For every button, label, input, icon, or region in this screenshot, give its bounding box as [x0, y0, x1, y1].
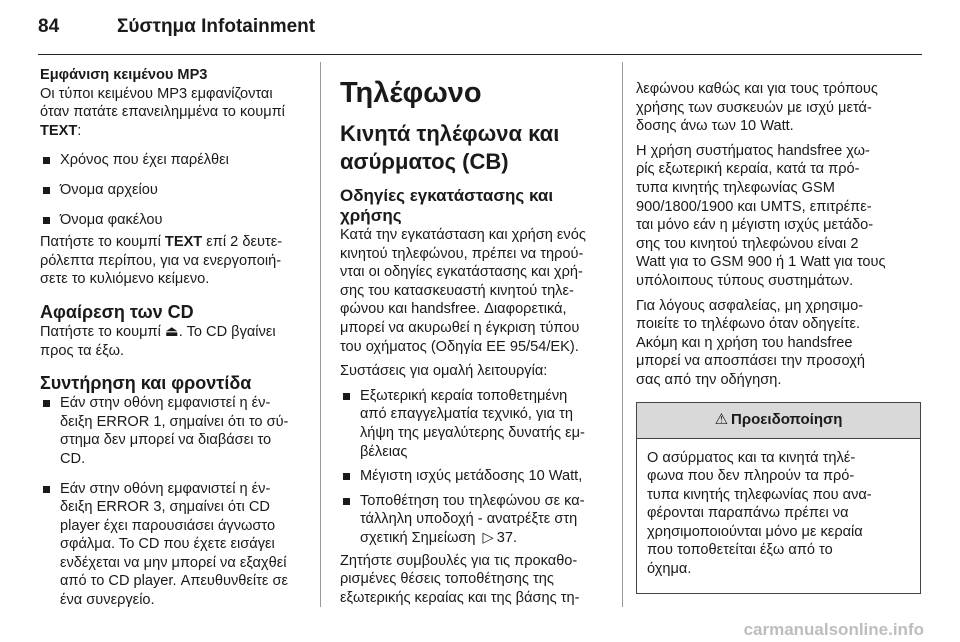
care-b1-line: Εάν στην οθόνη εμφανιστεί η έν- [60, 395, 271, 412]
column-divider-1 [320, 62, 321, 607]
warning-header [637, 403, 920, 439]
paragraph-line: υπόλοιπους τύπους συστημάτων. [636, 272, 854, 289]
paragraph-line: Watt για το GSM 900 ή 1 Watt για τους [636, 254, 886, 271]
mp3-bullet-1: Χρόνος που έχει παρέλθει [40, 151, 305, 170]
care-b2-line: δειξη ERROR 3, σημαίνει ότι CD [60, 499, 270, 516]
remove-part-b: . Το CD βγαίνει [178, 323, 276, 340]
paragraph-line: 900/1800/1900 και UMTS, επιτρέπε- [636, 198, 872, 215]
reco-b1-line: Εξωτερική κεραία τοποθετημένη [360, 387, 568, 404]
install-line: του οχήματος (Οδηγία ΕΕ 95/54/ΕΚ). [340, 338, 579, 355]
mobile-subtitle-line-1: Κινητά τηλέφωνα και [340, 121, 560, 146]
care-b2-line: player έχει παρουσιάσει άγνωστο [60, 517, 276, 534]
mp3-heading: Εμφάνιση κειμένου MP3 [40, 67, 208, 83]
page-reference-arrow-icon: ▷ [482, 529, 494, 546]
mp3-line-3 [40, 122, 305, 141]
warning-label: Προειδοποίηση [731, 410, 843, 428]
install-line: Κατά την εγκατάσταση και χρήση ενός [340, 227, 586, 243]
press-text-line-3: σετε το κυλιόμενο κείμενο. [40, 271, 210, 288]
paragraph-line: Για λόγους ασφαλείας, μη χρησιμο- [636, 297, 864, 314]
warning-line: χρησιμοποιούνται μόνο με κεραία [647, 523, 863, 540]
paragraph-line: ται μόνο εάν η μέγιστη ισχύς μετάδο- [636, 217, 874, 234]
advice-line: Ζητήστε συμβουλές για τις προκαθο- [340, 552, 578, 569]
warning-line: Ο ασύρματος και τα κινητά τηλέ- [647, 449, 856, 466]
recommendations-line: Συστάσεις για ομαλή λειτουργία: [340, 363, 548, 380]
mp3-bullet-3: Όνομα φακέλου [40, 211, 305, 230]
paragraph-line: τυπα κινητής τηλεφωνίας GSM [636, 179, 835, 196]
paragraph-line: δοσης άνω των 10 Watt. [636, 118, 794, 135]
header-rule [38, 54, 922, 55]
warning-box [636, 402, 921, 594]
reference-text: σχετική Σημείωση [360, 529, 480, 546]
warning-body [637, 439, 920, 593]
paragraph-line: χρήσης των συσκευών με ισχύ μετά- [636, 99, 872, 116]
eject-icon: ⏏ [164, 323, 179, 340]
paragraph-line: σης του κινητού τηλεφώνου είναι 2 [636, 235, 859, 252]
warning-line: τυπα κινητής τηλεφωνίας που ανα- [647, 486, 872, 503]
colon: : [77, 122, 82, 139]
warning-line: φέρονται παραπάνω πρέπει να [647, 505, 849, 522]
warning-icon: ⚠ [714, 410, 729, 428]
paragraph-line: ρίς εξωτερική κεραία, κατά τα πρό- [636, 161, 860, 178]
press-text-line-1 [40, 233, 305, 252]
care-bullet-1 [40, 394, 305, 468]
reco-b3-line: τάλληλη υποδοχή - ανατρέξτε στη [360, 511, 578, 528]
reco-b1-line: βέλειας [360, 443, 408, 460]
mp3-line-2: όταν πατάτε επανειλημμένα το κουμπί [40, 104, 285, 121]
install-line: σης του κατασκευαστή κινητού τηλε- [340, 282, 574, 299]
install-heading-line-2: χρήσης [340, 206, 402, 225]
warning-line: φωνα που δεν πληρούν τα πρό- [647, 468, 855, 485]
paragraph-line: σας από την οδήγηση. [636, 371, 782, 388]
column-1 [40, 66, 305, 610]
care-b1-line: στημα δεν μπορεί να διαβάσει το [60, 432, 272, 449]
press-text-part-a: Πατήστε το κουμπί [40, 234, 165, 251]
column-3 [636, 80, 921, 594]
care-bullet-2 [40, 480, 305, 610]
install-line: μπορεί να ακυρωθεί η έγκριση τύπου [340, 319, 580, 336]
care-b2-line: ένα συνεργείο. [60, 592, 155, 609]
care-b1-line: δειξη ERROR 1, σημαίνει ότι το σύ- [60, 413, 289, 430]
reco-b1-line: από επαγγελματία τεχνικό, για τη [360, 406, 573, 423]
text-key-label-2: TEXT [164, 234, 203, 251]
paragraph-line: Ακόμη και η χρήση του handsfree [636, 334, 853, 351]
page-header [0, 0, 960, 56]
chapter-title: Σύστημα Infotainment [117, 16, 316, 37]
reco-b1-line: λήψη της μεγαλύτερης δυνατής εμ- [360, 424, 585, 441]
care-b1-line: CD. [60, 450, 86, 467]
install-heading-line-1: Οδηγίες εγκατάστασης και [340, 186, 554, 205]
install-line: νται οι οδηγίες εγκατάστασης και χρή- [340, 264, 583, 281]
remove-line-1 [40, 323, 305, 342]
reco-bullet-1 [340, 387, 607, 461]
page-number: 84 [38, 16, 60, 37]
mobile-subtitle-line-2: ασύρματος (CB) [340, 149, 509, 174]
reco-b2-line: Μέγιστη ισχύς μετάδοσης 10 Watt, [360, 468, 583, 485]
care-b2-line: σφάλμα. Το CD που έχετε εισάγει [60, 536, 275, 553]
paragraph-line: ποιείτε το τηλέφωνο όταν οδηγείτε. [636, 316, 861, 333]
install-line: φώνου και handsfree. Διαφορετικά, [340, 301, 567, 318]
care-heading: Συντήρηση και φροντίδα [40, 373, 252, 394]
reco-b3-line: Τοποθέτηση του τηλεφώνου σε κα- [360, 492, 585, 509]
phone-title: Τηλέφωνο [340, 77, 482, 109]
advice-line: ρισμένες θέσεις τοποθέτησης της [340, 571, 554, 588]
care-b2-line: από το CD player. Απευθυνθείτε σε [60, 573, 288, 590]
press-text-part-b: επί 2 δευτε- [202, 234, 283, 251]
remove-line-2: προς τα έξω. [40, 342, 125, 359]
warning-line: όχημα. [647, 561, 692, 578]
press-text-line-2: ρόλεπτα περίπου, για να ενεργοποιή- [40, 252, 282, 269]
text-key-label: TEXT [40, 122, 78, 139]
page-reference-number[interactable]: 37. [496, 529, 518, 546]
reco-bullet-2 [340, 467, 607, 486]
care-b2-line: Εάν στην οθόνη εμφανιστεί η έν- [60, 480, 271, 497]
paragraph-line: μπορεί να αποσπάσει την προσοχή [636, 353, 866, 370]
paragraph-line: λεφώνου καθώς και για τους τρόπους [636, 81, 878, 97]
paragraph-line: Η χρήση συστήματος handsfree χω- [636, 142, 870, 159]
mp3-bullet-2: Όνομα αρχείου [40, 181, 305, 200]
care-b2-line: ενδέχεται να μην μπορεί να εξαχθεί [60, 554, 287, 571]
remove-cd-heading: Αφαίρεση των CD [40, 301, 194, 322]
reco-b3-reference-line [360, 529, 607, 548]
remove-part-a: Πατήστε το κουμπί [40, 323, 165, 340]
install-line: κινητού τηλεφώνου, πρέπει να τηρού- [340, 245, 584, 262]
mp3-line-1: Οι τύποι κειμένου MP3 εμφανίζονται [40, 85, 273, 102]
reco-bullet-3 [340, 492, 607, 548]
column-divider-2 [622, 62, 623, 607]
warning-line: που τοποθετείται έξω από το [647, 542, 833, 559]
advice-line: εξωτερικής κεραίας και της βάσης τη- [340, 589, 580, 606]
watermark: carmanualsonline.info [743, 620, 924, 639]
column-2 [340, 76, 607, 607]
